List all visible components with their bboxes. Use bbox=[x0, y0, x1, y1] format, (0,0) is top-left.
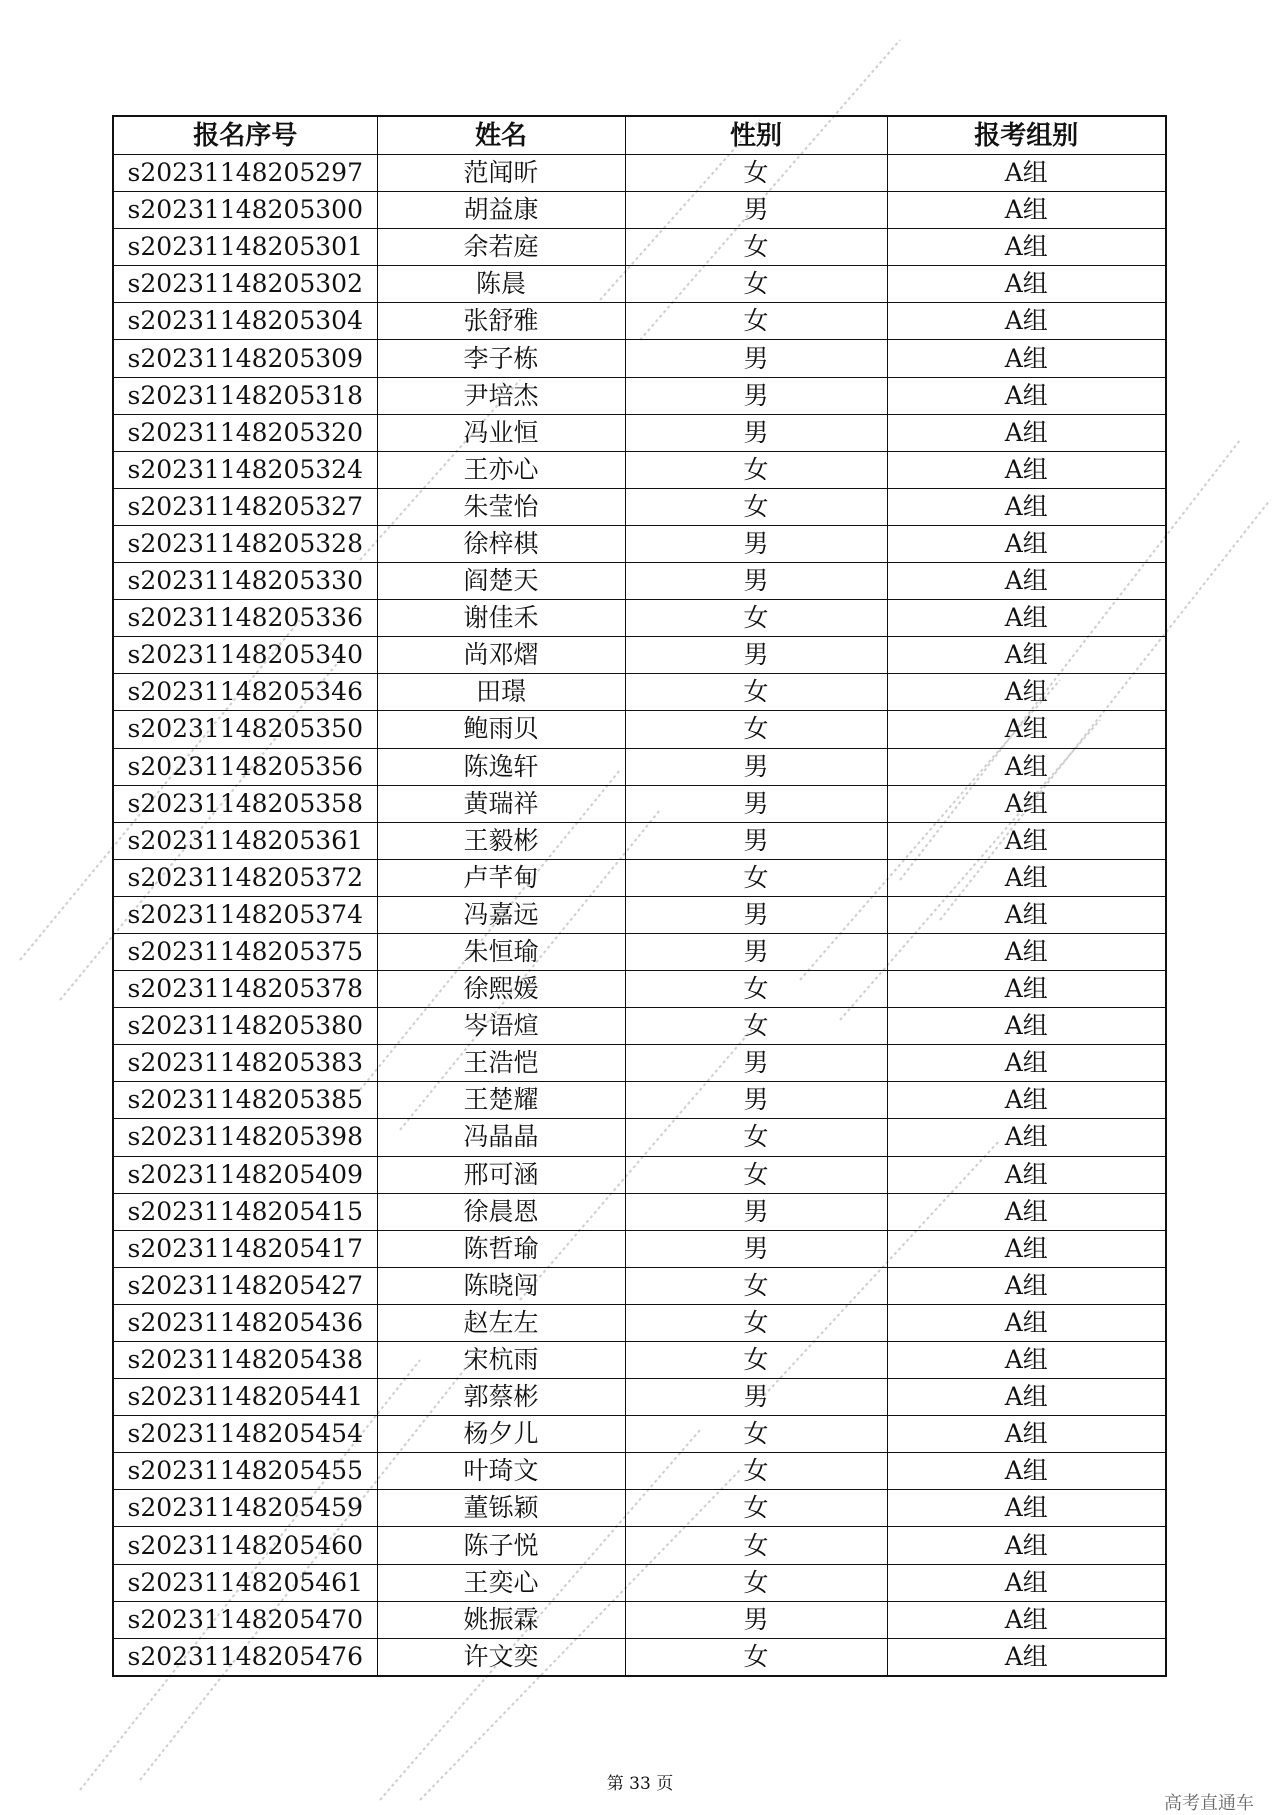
table-row bbox=[113, 340, 1166, 377]
table-row bbox=[113, 1453, 1166, 1490]
cell-registration-number: s20231148205375 bbox=[113, 933, 377, 970]
cell-name: 董铄颖 bbox=[377, 1490, 625, 1527]
cell-name: 姚振霖 bbox=[377, 1601, 625, 1638]
cell-gender: 男 bbox=[625, 414, 887, 451]
cell-registration-number: s20231148205438 bbox=[113, 1342, 377, 1379]
cell-exam-group: A组 bbox=[887, 525, 1166, 562]
cell-gender: 男 bbox=[625, 525, 887, 562]
cell-name: 余若庭 bbox=[377, 229, 625, 266]
cell-registration-number: s20231148205304 bbox=[113, 303, 377, 340]
cell-registration-number: s20231148205374 bbox=[113, 896, 377, 933]
cell-name: 王楚耀 bbox=[377, 1082, 625, 1119]
cell-name: 张舒雅 bbox=[377, 303, 625, 340]
cell-gender: 女 bbox=[625, 1638, 887, 1676]
cell-gender: 女 bbox=[625, 1416, 887, 1453]
cell-gender: 男 bbox=[625, 933, 887, 970]
cell-exam-group: A组 bbox=[887, 1379, 1166, 1416]
table-row bbox=[113, 266, 1166, 303]
cell-exam-group: A组 bbox=[887, 1601, 1166, 1638]
cell-name: 鲍雨贝 bbox=[377, 711, 625, 748]
cell-registration-number: s20231148205328 bbox=[113, 525, 377, 562]
cell-exam-group: A组 bbox=[887, 414, 1166, 451]
cell-registration-number: s20231148205297 bbox=[113, 155, 377, 192]
cell-exam-group: A组 bbox=[887, 748, 1166, 785]
cell-gender: 女 bbox=[625, 1156, 887, 1193]
cell-name: 朱莹怡 bbox=[377, 488, 625, 525]
cell-gender: 女 bbox=[625, 971, 887, 1008]
cell-registration-number: s20231148205459 bbox=[113, 1490, 377, 1527]
table-row bbox=[113, 637, 1166, 674]
cell-exam-group: A组 bbox=[887, 896, 1166, 933]
cell-registration-number: s20231148205361 bbox=[113, 822, 377, 859]
table-row bbox=[113, 1267, 1166, 1304]
cell-exam-group: A组 bbox=[887, 1490, 1166, 1527]
cell-name: 卢芊甸 bbox=[377, 859, 625, 896]
table-row bbox=[113, 1490, 1166, 1527]
table-row bbox=[113, 377, 1166, 414]
cell-name: 徐梓棋 bbox=[377, 525, 625, 562]
cell-exam-group: A组 bbox=[887, 377, 1166, 414]
cell-gender: 女 bbox=[625, 229, 887, 266]
table-row bbox=[113, 1379, 1166, 1416]
cell-registration-number: s20231148205441 bbox=[113, 1379, 377, 1416]
cell-exam-group: A组 bbox=[887, 1564, 1166, 1601]
cell-gender: 女 bbox=[625, 1527, 887, 1564]
cell-name: 宋杭雨 bbox=[377, 1342, 625, 1379]
table-row bbox=[113, 1008, 1166, 1045]
cell-exam-group: A组 bbox=[887, 192, 1166, 229]
table-row bbox=[113, 1304, 1166, 1341]
cell-registration-number: s20231148205320 bbox=[113, 414, 377, 451]
cell-gender: 女 bbox=[625, 155, 887, 192]
cell-registration-number: s20231148205417 bbox=[113, 1230, 377, 1267]
table-row bbox=[113, 1082, 1166, 1119]
cell-gender: 女 bbox=[625, 1342, 887, 1379]
table-row bbox=[113, 414, 1166, 451]
cell-gender: 男 bbox=[625, 1045, 887, 1082]
cell-registration-number: s20231148205455 bbox=[113, 1453, 377, 1490]
cell-gender: 男 bbox=[625, 1379, 887, 1416]
cell-gender: 女 bbox=[625, 1119, 887, 1156]
cell-name: 王浩恺 bbox=[377, 1045, 625, 1082]
table-row bbox=[113, 1156, 1166, 1193]
header-name: 姓名 bbox=[377, 116, 625, 155]
cell-name: 冯嘉远 bbox=[377, 896, 625, 933]
cell-registration-number: s20231148205427 bbox=[113, 1267, 377, 1304]
cell-name: 许文奕 bbox=[377, 1638, 625, 1676]
cell-exam-group: A组 bbox=[887, 266, 1166, 303]
table-row bbox=[113, 822, 1166, 859]
cell-name: 田璟 bbox=[377, 674, 625, 711]
header-exam-group: 报考组别 bbox=[887, 116, 1166, 155]
table-row bbox=[113, 896, 1166, 933]
cell-name: 徐晨恩 bbox=[377, 1193, 625, 1230]
cell-exam-group: A组 bbox=[887, 1416, 1166, 1453]
cell-exam-group: A组 bbox=[887, 1045, 1166, 1082]
cell-registration-number: s20231148205398 bbox=[113, 1119, 377, 1156]
table-row bbox=[113, 674, 1166, 711]
cell-name: 王亦心 bbox=[377, 451, 625, 488]
table-row bbox=[113, 563, 1166, 600]
table-row bbox=[113, 1564, 1166, 1601]
cell-name: 阎楚天 bbox=[377, 563, 625, 600]
cell-exam-group: A组 bbox=[887, 1342, 1166, 1379]
cell-exam-group: A组 bbox=[887, 785, 1166, 822]
cell-exam-group: A组 bbox=[887, 303, 1166, 340]
table-row bbox=[113, 933, 1166, 970]
cell-registration-number: s20231148205436 bbox=[113, 1304, 377, 1341]
cell-gender: 男 bbox=[625, 637, 887, 674]
cell-exam-group: A组 bbox=[887, 1193, 1166, 1230]
cell-name: 冯业恒 bbox=[377, 414, 625, 451]
table-body bbox=[113, 155, 1166, 1676]
table-row bbox=[113, 192, 1166, 229]
cell-gender: 女 bbox=[625, 1564, 887, 1601]
cell-exam-group: A组 bbox=[887, 1267, 1166, 1304]
page-number: 第 33 页 bbox=[606, 1774, 674, 1794]
cell-registration-number: s20231148205385 bbox=[113, 1082, 377, 1119]
cell-gender: 女 bbox=[625, 1453, 887, 1490]
cell-name: 陈哲瑜 bbox=[377, 1230, 625, 1267]
cell-registration-number: s20231148205302 bbox=[113, 266, 377, 303]
table-row bbox=[113, 229, 1166, 266]
table-row bbox=[113, 600, 1166, 637]
cell-gender: 女 bbox=[625, 1008, 887, 1045]
brand-label: 高考直通车 bbox=[1164, 1793, 1254, 1814]
cell-registration-number: s20231148205383 bbox=[113, 1045, 377, 1082]
cell-exam-group: A组 bbox=[887, 933, 1166, 970]
table-row bbox=[113, 488, 1166, 525]
cell-registration-number: s20231148205324 bbox=[113, 451, 377, 488]
cell-registration-number: s20231148205301 bbox=[113, 229, 377, 266]
cell-gender: 男 bbox=[625, 563, 887, 600]
cell-exam-group: A组 bbox=[887, 1304, 1166, 1341]
table-row bbox=[113, 1601, 1166, 1638]
cell-exam-group: A组 bbox=[887, 822, 1166, 859]
cell-exam-group: A组 bbox=[887, 1156, 1166, 1193]
cell-name: 叶琦文 bbox=[377, 1453, 625, 1490]
cell-registration-number: s20231148205372 bbox=[113, 859, 377, 896]
cell-name: 朱恒瑜 bbox=[377, 933, 625, 970]
cell-exam-group: A组 bbox=[887, 488, 1166, 525]
table-row bbox=[113, 711, 1166, 748]
cell-registration-number: s20231148205378 bbox=[113, 971, 377, 1008]
cell-gender: 女 bbox=[625, 711, 887, 748]
table-row bbox=[113, 1416, 1166, 1453]
cell-gender: 男 bbox=[625, 192, 887, 229]
table-row bbox=[113, 1527, 1166, 1564]
cell-registration-number: s20231148205476 bbox=[113, 1638, 377, 1676]
cell-registration-number: s20231148205336 bbox=[113, 600, 377, 637]
cell-gender: 女 bbox=[625, 1304, 887, 1341]
table-row bbox=[113, 451, 1166, 488]
cell-name: 岑语煊 bbox=[377, 1008, 625, 1045]
cell-exam-group: A组 bbox=[887, 1638, 1166, 1676]
cell-registration-number: s20231148205415 bbox=[113, 1193, 377, 1230]
cell-name: 郭蔡彬 bbox=[377, 1379, 625, 1416]
cell-exam-group: A组 bbox=[887, 1230, 1166, 1267]
cell-name: 徐熙媛 bbox=[377, 971, 625, 1008]
cell-gender: 男 bbox=[625, 1230, 887, 1267]
cell-name: 尚邓熠 bbox=[377, 637, 625, 674]
cell-name: 黄瑞祥 bbox=[377, 785, 625, 822]
cell-name: 王奕心 bbox=[377, 1564, 625, 1601]
cell-exam-group: A组 bbox=[887, 1527, 1166, 1564]
cell-registration-number: s20231148205340 bbox=[113, 637, 377, 674]
cell-exam-group: A组 bbox=[887, 1082, 1166, 1119]
cell-gender: 女 bbox=[625, 859, 887, 896]
table-row bbox=[113, 1193, 1166, 1230]
cell-gender: 女 bbox=[625, 1490, 887, 1527]
cell-exam-group: A组 bbox=[887, 563, 1166, 600]
cell-registration-number: s20231148205470 bbox=[113, 1601, 377, 1638]
cell-gender: 男 bbox=[625, 377, 887, 414]
table-row bbox=[113, 748, 1166, 785]
cell-name: 陈晓闯 bbox=[377, 1267, 625, 1304]
cell-registration-number: s20231148205327 bbox=[113, 488, 377, 525]
cell-gender: 女 bbox=[625, 1267, 887, 1304]
enrollment-table bbox=[112, 115, 1167, 1677]
cell-exam-group: A组 bbox=[887, 674, 1166, 711]
cell-exam-group: A组 bbox=[887, 155, 1166, 192]
cell-name: 陈子悦 bbox=[377, 1527, 625, 1564]
cell-gender: 女 bbox=[625, 266, 887, 303]
cell-gender: 男 bbox=[625, 1082, 887, 1119]
table-row bbox=[113, 1230, 1166, 1267]
table-row bbox=[113, 303, 1166, 340]
cell-gender: 男 bbox=[625, 1193, 887, 1230]
cell-registration-number: s20231148205380 bbox=[113, 1008, 377, 1045]
cell-gender: 女 bbox=[625, 303, 887, 340]
cell-registration-number: s20231148205409 bbox=[113, 1156, 377, 1193]
cell-name: 冯晶晶 bbox=[377, 1119, 625, 1156]
cell-gender: 男 bbox=[625, 748, 887, 785]
cell-exam-group: A组 bbox=[887, 971, 1166, 1008]
cell-gender: 男 bbox=[625, 896, 887, 933]
cell-gender: 女 bbox=[625, 488, 887, 525]
cell-name: 邢可涵 bbox=[377, 1156, 625, 1193]
cell-exam-group: A组 bbox=[887, 637, 1166, 674]
header-registration-number: 报名序号 bbox=[113, 116, 377, 155]
table-row bbox=[113, 971, 1166, 1008]
table-row bbox=[113, 785, 1166, 822]
cell-exam-group: A组 bbox=[887, 340, 1166, 377]
cell-name: 尹培杰 bbox=[377, 377, 625, 414]
cell-registration-number: s20231148205358 bbox=[113, 785, 377, 822]
cell-name: 谢佳禾 bbox=[377, 600, 625, 637]
cell-gender: 男 bbox=[625, 785, 887, 822]
cell-registration-number: s20231148205461 bbox=[113, 1564, 377, 1601]
table-row bbox=[113, 859, 1166, 896]
cell-gender: 男 bbox=[625, 1601, 887, 1638]
cell-exam-group: A组 bbox=[887, 1119, 1166, 1156]
cell-gender: 女 bbox=[625, 451, 887, 488]
cell-registration-number: s20231148205460 bbox=[113, 1527, 377, 1564]
cell-name: 胡益康 bbox=[377, 192, 625, 229]
table-header-row bbox=[113, 116, 1166, 155]
cell-name: 李子栋 bbox=[377, 340, 625, 377]
cell-gender: 男 bbox=[625, 822, 887, 859]
cell-name: 陈晨 bbox=[377, 266, 625, 303]
cell-registration-number: s20231148205356 bbox=[113, 748, 377, 785]
cell-exam-group: A组 bbox=[887, 711, 1166, 748]
cell-name: 杨夕儿 bbox=[377, 1416, 625, 1453]
cell-exam-group: A组 bbox=[887, 600, 1166, 637]
cell-gender: 女 bbox=[625, 600, 887, 637]
cell-gender: 女 bbox=[625, 674, 887, 711]
cell-name: 王毅彬 bbox=[377, 822, 625, 859]
header-gender: 性别 bbox=[625, 116, 887, 155]
cell-name: 陈逸轩 bbox=[377, 748, 625, 785]
cell-exam-group: A组 bbox=[887, 229, 1166, 266]
cell-exam-group: A组 bbox=[887, 859, 1166, 896]
cell-exam-group: A组 bbox=[887, 1453, 1166, 1490]
cell-registration-number: s20231148205309 bbox=[113, 340, 377, 377]
cell-exam-group: A组 bbox=[887, 1008, 1166, 1045]
cell-name: 赵左左 bbox=[377, 1304, 625, 1341]
cell-registration-number: s20231148205346 bbox=[113, 674, 377, 711]
cell-exam-group: A组 bbox=[887, 451, 1166, 488]
table-row bbox=[113, 155, 1166, 192]
cell-registration-number: s20231148205318 bbox=[113, 377, 377, 414]
table-row bbox=[113, 1119, 1166, 1156]
cell-registration-number: s20231148205300 bbox=[113, 192, 377, 229]
table-row bbox=[113, 1045, 1166, 1082]
cell-name: 范闻昕 bbox=[377, 155, 625, 192]
table-row bbox=[113, 525, 1166, 562]
cell-registration-number: s20231148205350 bbox=[113, 711, 377, 748]
cell-gender: 男 bbox=[625, 340, 887, 377]
cell-registration-number: s20231148205454 bbox=[113, 1416, 377, 1453]
table-row bbox=[113, 1342, 1166, 1379]
table-row bbox=[113, 1638, 1166, 1676]
cell-registration-number: s20231148205330 bbox=[113, 563, 377, 600]
